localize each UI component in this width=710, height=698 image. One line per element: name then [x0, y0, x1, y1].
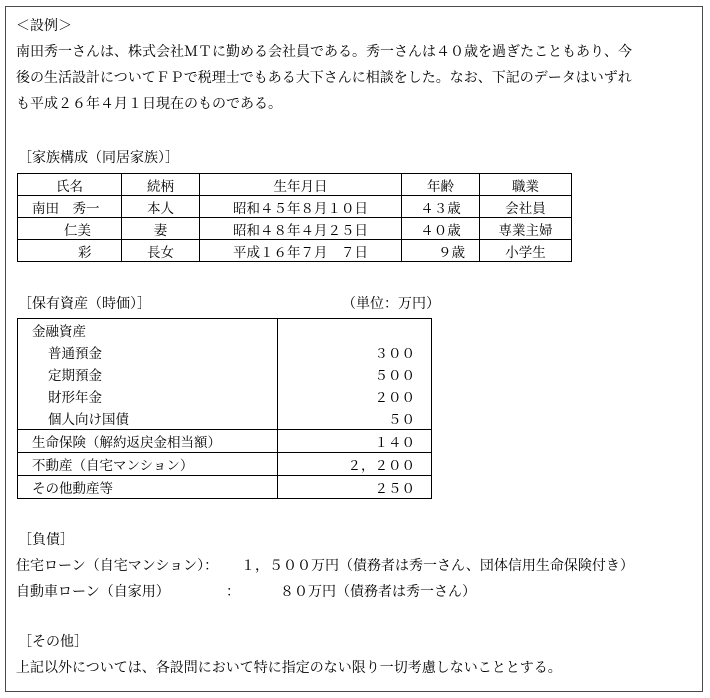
header-name: 氏名	[18, 174, 122, 196]
header-birthdate: 生年月日	[200, 174, 402, 196]
asset-label: その他動産等	[18, 476, 278, 499]
table-row	[18, 341, 432, 363]
car-loan-colon: ：	[226, 584, 240, 600]
family-table	[17, 173, 572, 262]
family-header-row	[18, 174, 572, 196]
cell-birthdate: 昭和４５年８月１０日	[200, 196, 402, 218]
intro-line-3: も平成２６年４月１日現在のものである。	[16, 96, 282, 112]
other-title: ［その他］	[18, 634, 88, 650]
cell-occupation: 専業主婦	[480, 218, 572, 240]
asset-value: ３００	[278, 341, 432, 363]
asset-value: ２，２００	[278, 453, 432, 476]
car-loan-label: 自動車ローン（自家用）	[16, 584, 170, 600]
table-row	[18, 385, 432, 407]
asset-label: 財形年金	[18, 385, 278, 407]
cell-birthdate: 平成１６年７月 ７日	[200, 240, 402, 262]
asset-label: 普通預金	[18, 341, 278, 363]
assets-unit: （単位：万円）	[342, 296, 440, 312]
asset-value: １４０	[278, 430, 432, 453]
asset-value: ２００	[278, 385, 432, 407]
cell-age: ９歳	[402, 240, 480, 262]
asset-label: 不動産（自宅マンション）	[18, 453, 278, 476]
family-title: ［家族構成（同居家族）］	[18, 150, 179, 166]
cell-age: ４３歳	[402, 196, 480, 218]
table-row	[18, 319, 432, 342]
asset-label: 生命保険（解約返戻金相当額）	[18, 430, 278, 453]
heading: ＜設例＞	[16, 18, 72, 34]
table-row	[18, 218, 572, 240]
header-age: 年齢	[402, 174, 480, 196]
cell-relation: 長女	[122, 240, 200, 262]
assets-table	[17, 318, 432, 499]
header-occupation: 職業	[480, 174, 572, 196]
cell-occupation: 小学生	[480, 240, 572, 262]
header-relation: 続柄	[122, 174, 200, 196]
cell-name: 南田 秀一	[18, 196, 122, 218]
intro-line-1: 南田秀一さんは、株式会社ＭＴに勤める会社員である。秀一さんは４０歳を過ぎたこともあり、今	[16, 44, 632, 60]
housing-loan-label: 住宅ローン（自宅マンション）：	[16, 558, 219, 574]
financial-assets-label: 金融資産	[18, 319, 278, 342]
table-row	[18, 196, 572, 218]
housing-loan-detail: １，５００万円（債務者は秀一さん、団体信用生命保険付き）	[241, 558, 634, 574]
cell-relation: 本人	[122, 196, 200, 218]
asset-value: ５０	[278, 407, 432, 430]
cell-occupation: 会社員	[480, 196, 572, 218]
cell-relation: 妻	[122, 218, 200, 240]
cell-name: 仁美	[18, 218, 122, 240]
table-row	[18, 476, 432, 499]
car-loan-detail: ８０万円（債務者は秀一さん）	[280, 584, 476, 600]
asset-value: ５００	[278, 363, 432, 385]
table-row	[18, 430, 432, 453]
cell-name: 彩	[18, 240, 122, 262]
intro-line-2: 後の生活設計についてＦＰで税理士でもある大下さんに相談をした。なお、下記のデータはいずれ	[16, 70, 632, 86]
table-row	[18, 453, 432, 476]
assets-title: ［保有資産（時価）］	[18, 296, 151, 312]
asset-value: ２５０	[278, 476, 432, 499]
table-row	[18, 407, 432, 430]
asset-label: 定期預金	[18, 363, 278, 385]
asset-label: 個人向け国債	[18, 407, 278, 430]
table-row	[18, 240, 572, 262]
other-text: 上記以外については、各設問において特に指定のない限り一切考慮しないこととする。	[16, 660, 562, 676]
cell-age: ４０歳	[402, 218, 480, 240]
cell-birthdate: 昭和４８年４月２５日	[200, 218, 402, 240]
table-row	[18, 363, 432, 385]
debts-title: ［負債］	[18, 532, 74, 548]
